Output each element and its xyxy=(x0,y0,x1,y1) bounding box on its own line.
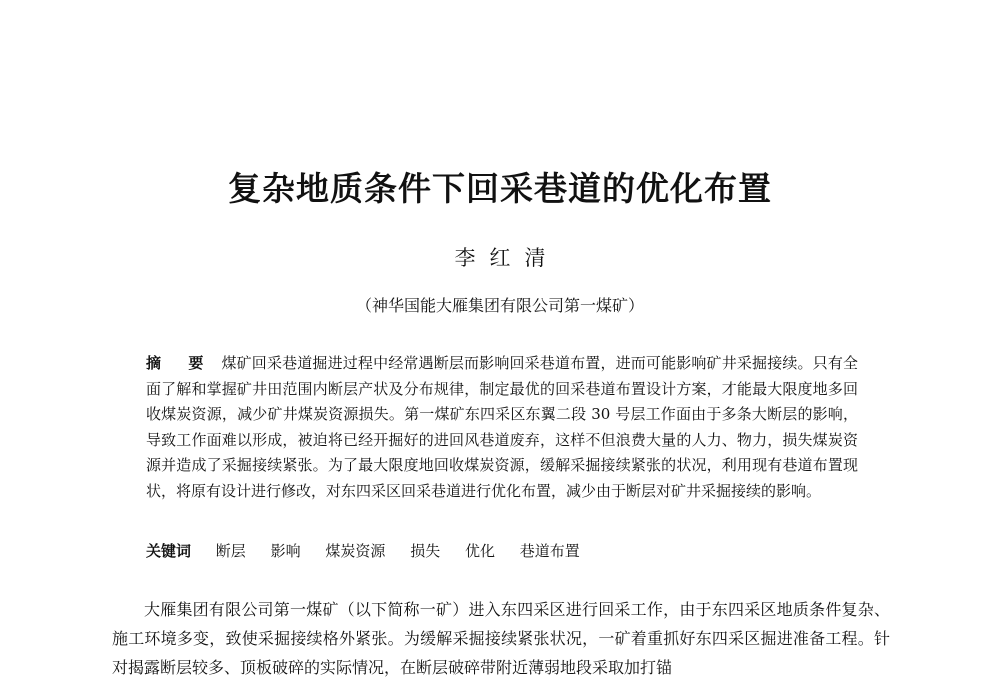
body-paragraph: 大雁集团有限公司第一煤矿（以下简称一矿）进入东四采区进行回采工作，由于东四采区地质条件复杂、施工环境多变，致使采掘接续格外紧张。为缓解采掘接续紧张状况，一矿着重抓好东四采区掘进准备工程。针对揭露断层较多、顶板破碎的实际情况，在断层破碎带附近薄弱地段采取加打锚 xyxy=(112,600,890,677)
keyword-item: 优化 xyxy=(464,542,495,560)
keywords xyxy=(146,540,858,561)
keyword-item: 巷道布置 xyxy=(519,542,580,560)
author-affiliation: （神华国能大雁集团有限公司第一煤矿） xyxy=(355,296,644,315)
keyword-item: 断层 xyxy=(215,542,246,560)
keyword-item: 影响 xyxy=(270,542,301,560)
author-name: 李红清 xyxy=(454,246,560,270)
abstract-label: 摘 要 xyxy=(146,354,210,372)
keywords-label: 关键词 xyxy=(146,542,192,560)
keyword-item: 煤炭资源 xyxy=(325,542,386,560)
abstract xyxy=(146,351,858,505)
abstract-text: 煤矿回采巷道掘进过程中经常遇断层而影响回采巷道布置，进而可能影响矿井采掘接续。只有全面了解和掌握矿井田范围内断层产状及分布规律，制定最优的回采巷道布置设计方案，才能最大限度地多回收煤炭资源，减少矿井煤炭资源损失。第一煤矿东四采区东翼二段 30 号层工作面由于多条大断层的影响，导致工作面难以形成，被迫将已经开掘好的进回风巷道废弃，这样不但浪费大量的人力、物力，损失煤炭资源并造成了采掘接续紧张。为了最大限度地回收煤炭资源，缓解采掘接续紧张的状况，利用现有巷道布置现状，将原有设计进行修改，对东四采区回采巷道进行优化布置，减少由于断层对矿井采掘接续的影响。 xyxy=(146,354,858,500)
paper-title: 复杂地质条件下回采巷道的优化布置 xyxy=(228,169,772,208)
keyword-item: 损失 xyxy=(410,542,441,560)
